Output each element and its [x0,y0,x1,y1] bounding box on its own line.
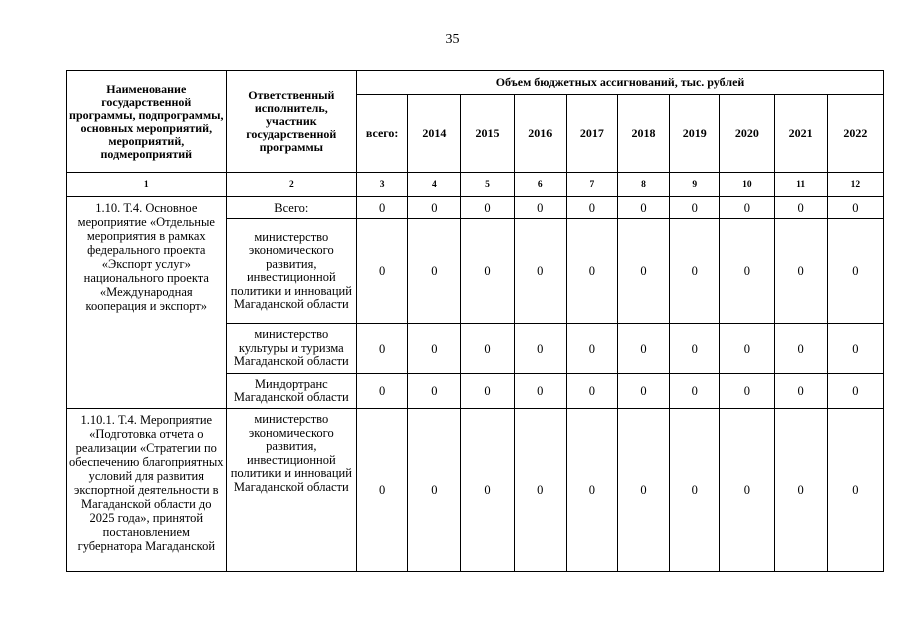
value-cell: 0 [720,409,774,572]
column-number-row [67,173,884,197]
header-year: 2016 [514,95,566,173]
value-cell: 0 [566,219,617,324]
value-cell: 0 [461,197,514,219]
column-number: 3 [357,173,408,197]
value-cell: 0 [774,197,827,219]
value-cell: 0 [514,374,566,409]
header-year: 2017 [566,95,617,173]
value-cell: 0 [461,324,514,374]
value-cell: 0 [566,324,617,374]
header-year: 2015 [461,95,514,173]
header-year: 2018 [617,95,669,173]
column-number: 8 [617,173,669,197]
value-cell: 0 [461,374,514,409]
value-cell: 0 [408,374,461,409]
table-row-main-total [67,197,884,219]
value-cell: 0 [514,324,566,374]
budget-table [66,70,884,572]
value-cell: 0 [827,219,883,324]
value-cell: 0 [566,409,617,572]
value-cell: 0 [720,374,774,409]
value-cell: 0 [670,197,720,219]
column-number: 9 [670,173,720,197]
header-year: 2022 [827,95,883,173]
executor-economy-ministry: министерство экономического развития, инвестиционной политики и инноваций Магаданской области [226,409,356,572]
value-cell: 0 [357,374,408,409]
value-cell: 0 [720,324,774,374]
value-cell: 0 [617,374,669,409]
value-cell: 0 [774,409,827,572]
value-cell: 0 [461,219,514,324]
header-executor-column: Ответственный исполнитель, участник государственной программы [226,71,356,173]
value-cell: 0 [774,219,827,324]
value-cell: 0 [408,409,461,572]
header-name-column: Наименование государственной программы, подпрограммы, основных мероприятий, мероприятий, подмероприятий [67,71,227,173]
header-total: всего: [357,95,408,173]
header-year: 2021 [774,95,827,173]
column-number: 2 [226,173,356,197]
value-cell: 0 [408,324,461,374]
value-cell: 0 [670,374,720,409]
executor-culture-ministry: министерство культуры и туризма Магаданской области [226,324,356,374]
page-number: 35 [445,32,460,47]
column-number: 7 [566,173,617,197]
executor-economy-ministry: министерство экономического развития, инвестиционной политики и инноваций Магаданской области [226,219,356,324]
value-cell: 0 [617,324,669,374]
value-cell: 0 [670,219,720,324]
column-number: 6 [514,173,566,197]
value-cell: 0 [566,197,617,219]
value-cell: 0 [514,409,566,572]
value-cell: 0 [357,324,408,374]
value-cell: 0 [617,197,669,219]
value-cell: 0 [617,409,669,572]
activity-name-sub: 1.10.1. Т.4. Мероприятие «Подготовка отчета о реализации «Стратегии по обеспечению благоприятных условий для развития экспортной деятельности в Магаданской области до 2025 года», принятой постановлением губернатора Магаданской [67,409,227,572]
value-cell: 0 [827,197,883,219]
executor-mindortrans: Миндортранс Магаданской области [226,374,356,409]
value-cell: 0 [408,219,461,324]
column-number: 11 [774,173,827,197]
executor-total-label: Всего: [226,197,356,219]
value-cell: 0 [670,324,720,374]
value-cell: 0 [357,197,408,219]
column-number: 4 [408,173,461,197]
column-number: 5 [461,173,514,197]
header-year: 2020 [720,95,774,173]
value-cell: 0 [408,197,461,219]
header-budget-group: Объем бюджетных ассигнований, тыс. рублей [357,71,884,95]
value-cell: 0 [617,219,669,324]
value-cell: 0 [827,409,883,572]
value-cell: 0 [357,219,408,324]
value-cell: 0 [461,409,514,572]
value-cell: 0 [514,197,566,219]
column-number: 1 [67,173,227,197]
value-cell: 0 [514,219,566,324]
value-cell: 0 [566,374,617,409]
header-year: 2014 [408,95,461,173]
value-cell: 0 [670,409,720,572]
value-cell: 0 [357,409,408,572]
table-row-sub-activity [67,409,884,572]
value-cell: 0 [774,324,827,374]
value-cell: 0 [720,197,774,219]
value-cell: 0 [827,374,883,409]
value-cell: 0 [827,324,883,374]
value-cell: 0 [720,219,774,324]
column-number: 10 [720,173,774,197]
column-number: 12 [827,173,883,197]
value-cell: 0 [774,374,827,409]
header-year: 2019 [670,95,720,173]
activity-name-main: 1.10. Т.4. Основное мероприятие «Отдельные мероприятия в рамках федерального проекта «Экспорт услуг» национального проекта «Международная кооперация и экспорт» [67,197,227,409]
